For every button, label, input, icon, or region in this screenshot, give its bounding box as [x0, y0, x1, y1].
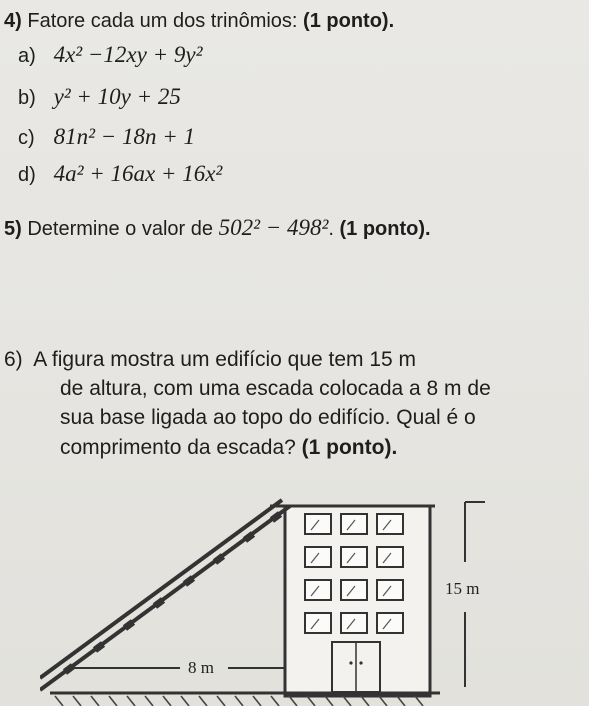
question-6-line-3: sua base ligada ao topo do edifício. Qual é o [60, 406, 476, 429]
question-5 [4, 215, 431, 241]
height-label: 15 m [445, 579, 480, 598]
base-label: 8 m [188, 658, 214, 677]
q4-item-d-expr: 4a² + 16ax + 16x² [53, 161, 223, 186]
question-6-text-4: comprimento da escada? [60, 436, 302, 459]
q4-item-c-expr: 81n² − 18n + 1 [53, 124, 195, 149]
building-ladder-figure [40, 492, 560, 706]
q4-item-a-label: a) [18, 45, 36, 67]
q4-item-c-label: c) [18, 127, 35, 149]
q4-item-a [18, 42, 202, 68]
question-4-number: 4) [4, 10, 22, 32]
question-6-line-2: de altura, com uma escada colocada a 8 m de [60, 377, 491, 400]
question-6-line-1 [4, 348, 416, 372]
question-6-line-4 [60, 436, 397, 460]
question-4-text: Fatore cada um dos trinômios: [27, 10, 304, 32]
question-6-points: (1 ponto). [301, 436, 398, 459]
question-6-number: 6) [4, 348, 23, 371]
question-4-points: (1 ponto). [303, 10, 395, 32]
question-4 [4, 10, 394, 33]
question-5-number: 5) [4, 218, 22, 240]
question-5-text: Determine o valor de [27, 218, 219, 240]
q4-item-b [18, 84, 181, 110]
q4-item-c [18, 124, 195, 150]
q4-item-b-label: b) [18, 87, 36, 109]
question-6-text-1: A figura mostra um edifício que tem 15 m [33, 348, 417, 371]
question-5-expr: 502² − 498² [218, 215, 329, 240]
q4-item-d [18, 161, 222, 187]
question-5-points: (1 ponto). [339, 218, 431, 240]
q4-item-d-label: d) [18, 164, 36, 186]
question-5-dot: . [328, 218, 334, 240]
ladder [40, 500, 290, 690]
q4-item-a-expr: 4x² −12xy + 9y² [53, 42, 203, 67]
q4-item-b-expr: y² + 10y + 25 [53, 84, 181, 109]
